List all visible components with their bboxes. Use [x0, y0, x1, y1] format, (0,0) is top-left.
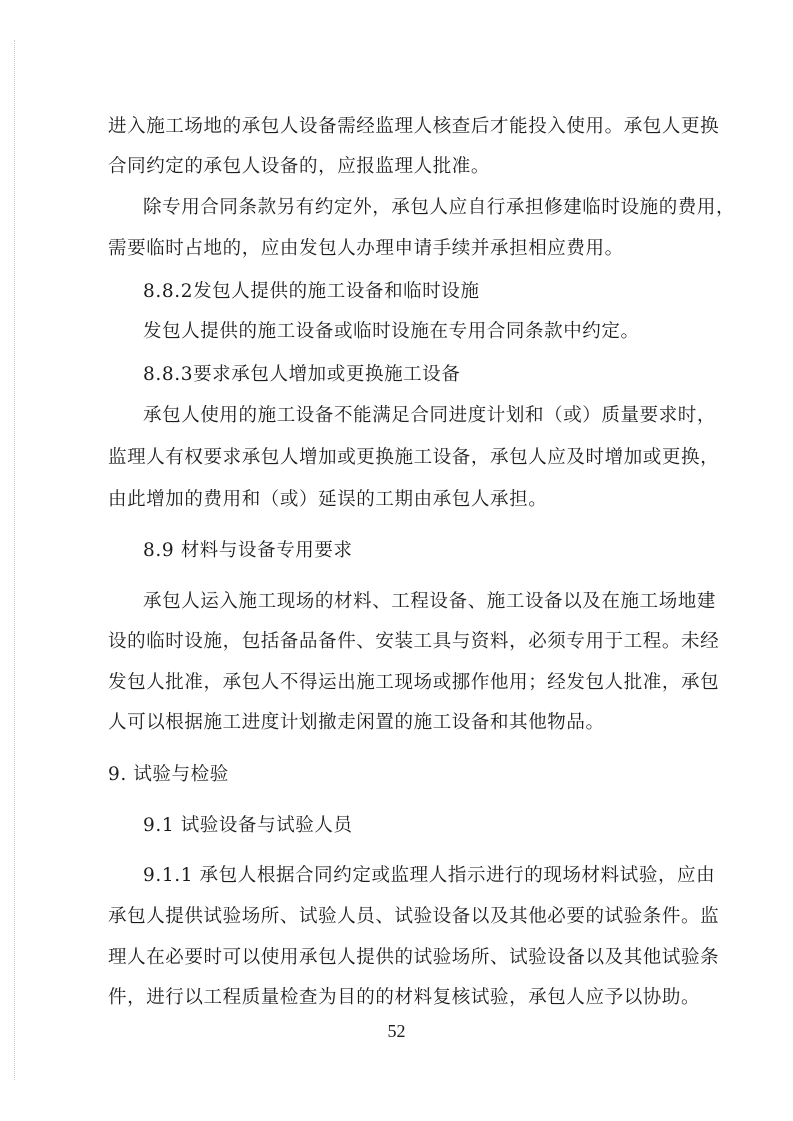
section-heading-8-8-2: 8.8.2发包人提供的施工设备和临时设施: [143, 281, 480, 302]
body-text-line: 设的临时设施，包括备品备件、安装工具与资料，必须专用于工程。未经: [108, 631, 720, 652]
body-text-line: 发包人批准，承包人不得运出施工现场或挪作他用；经发包人批准，承包: [108, 672, 720, 693]
body-text-line: 人可以根据施工进度计划撤走闲置的施工设备和其他物品。: [108, 712, 605, 733]
body-text-line: 由此增加的费用和（或）延误的工期由承包人承担。: [108, 489, 548, 510]
section-heading-9-1: 9.1 试验设备与试验人员: [143, 815, 353, 836]
body-text-line: 进入施工场地的承包人设备需经监理人核查后才能投入使用。承包人更换: [108, 116, 720, 137]
body-text-line: 9.1.1 承包人根据合同约定或监理人指示进行的现场材料试验，应由: [143, 865, 716, 886]
page-number: 52: [387, 1021, 406, 1041]
body-text-line: 理人在必要时可以使用承包人提供的试验场所、试验设备以及其他试验条: [108, 947, 720, 968]
binding-margin-mark: [14, 40, 16, 1080]
body-text-line: 监理人有权要求承包人增加或更换施工设备，承包人应及时增加或更换，: [108, 447, 720, 468]
body-text-line: 发包人提供的施工设备或临时设施在专用合同条款中约定。: [143, 321, 640, 342]
body-text-line: 承包人提供试验场所、试验人员、试验设备以及其他必要的试验条件。监: [108, 906, 720, 927]
body-text-line: 除专用合同条款另有约定外，承包人应自行承担修建临时设施的费用，: [143, 197, 736, 218]
body-text-line: 合同约定的承包人设备的，应报监理人批准。: [108, 156, 491, 177]
body-text-line: 承包人运入施工现场的材料、工程设备、施工设备以及在施工场地建: [143, 591, 717, 612]
section-heading-8-9: 8.9 材料与设备专用要求: [143, 540, 353, 561]
section-heading-8-8-3: 8.8.3要求承包人增加或更换施工设备: [143, 364, 461, 385]
section-heading-9: 9. 试验与检验: [108, 764, 229, 785]
body-text-line: 需要临时占地的，应由发包人办理申请手续并承担相应费用。: [108, 238, 624, 259]
body-text-line: 件，进行以工程质量检查为目的的材料复核试验，承包人应予以协助。: [108, 987, 701, 1008]
body-text-line: 承包人使用的施工设备不能满足合同进度计划和（或）质量要求时，: [143, 405, 717, 426]
